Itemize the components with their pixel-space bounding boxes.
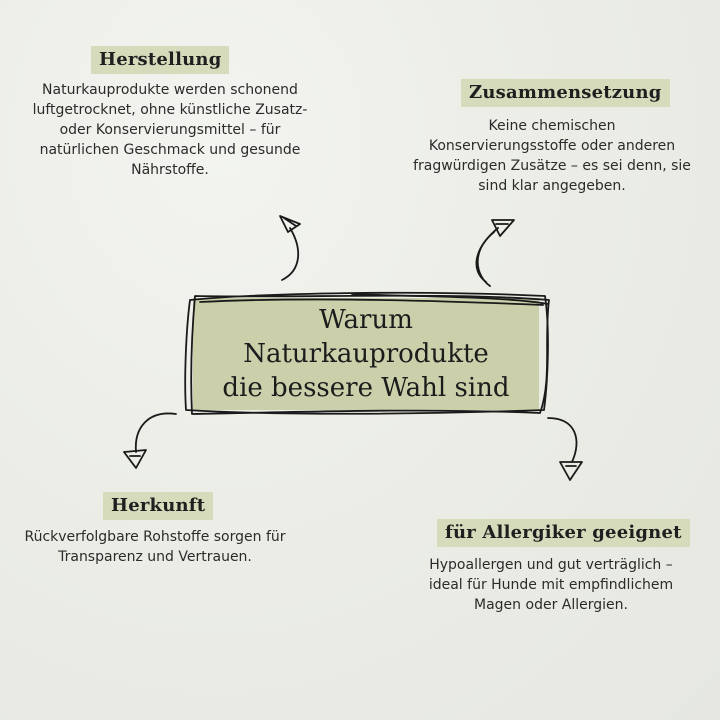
herstellung-heading: Herstellung [91,46,229,74]
center-box-border-second-stroke [191,296,549,414]
herkunft-line: Transparenz und Vertrauen. [58,549,252,565]
arrow-to-allergiker [548,418,577,462]
herkunft-description [5,527,305,567]
zusammensetzung-line: Keine chemischen [488,118,616,134]
herstellung-line: oder Konservierungsmittel – für [59,122,281,138]
herstellung-line: luftgetrocknet, ohne künstliche Zusatz- [32,102,308,118]
herstellung-description [20,80,320,180]
zusammensetzung-line: Konservierungsstoffe oder anderen [428,138,676,154]
herstellung-line: Naturkauprodukte werden schonend [42,82,298,98]
arrow-to-herkunft-head [124,450,146,468]
arrow-to-herstellung [282,228,298,280]
arrow-to-herstellung-head [280,216,300,232]
arrow-to-zusammensetzung [476,228,498,286]
zusammensetzung-line: fragwürdigen Zusätze – es sei denn, sie [413,158,691,174]
herstellung-line: Nährstoffe. [131,162,209,178]
zusammensetzung-line: sind klar angegeben. [478,178,626,194]
herkunft-line: Rückverfolgbare Rohstoffe sorgen für [24,529,286,545]
center-title-line-2: die bessere Wahl sind [222,373,510,403]
allergiker-description [401,555,701,615]
allergiker-line: Magen oder Allergien. [474,597,628,613]
arrow-to-zusammensetzung-head [492,220,514,236]
center-title-line-1: Warum Naturkauprodukte [243,305,489,369]
allergiker-line: Hypoallergen und gut verträglich – [429,557,673,573]
allergiker-heading: für Allergiker geeignet [437,519,690,547]
herstellung-line: natürlichen Geschmack und gesunde [39,142,301,158]
herkunft-heading: Herkunft [103,492,213,520]
center-box-border [185,293,548,414]
arrow-to-allergiker-head [560,462,582,480]
allergiker-line: ideal für Hunde mit empfindlichem [428,577,674,593]
arrow-to-herkunft [136,413,176,452]
zusammensetzung-description [402,116,702,196]
zusammensetzung-heading: Zusammensetzung [461,79,670,107]
